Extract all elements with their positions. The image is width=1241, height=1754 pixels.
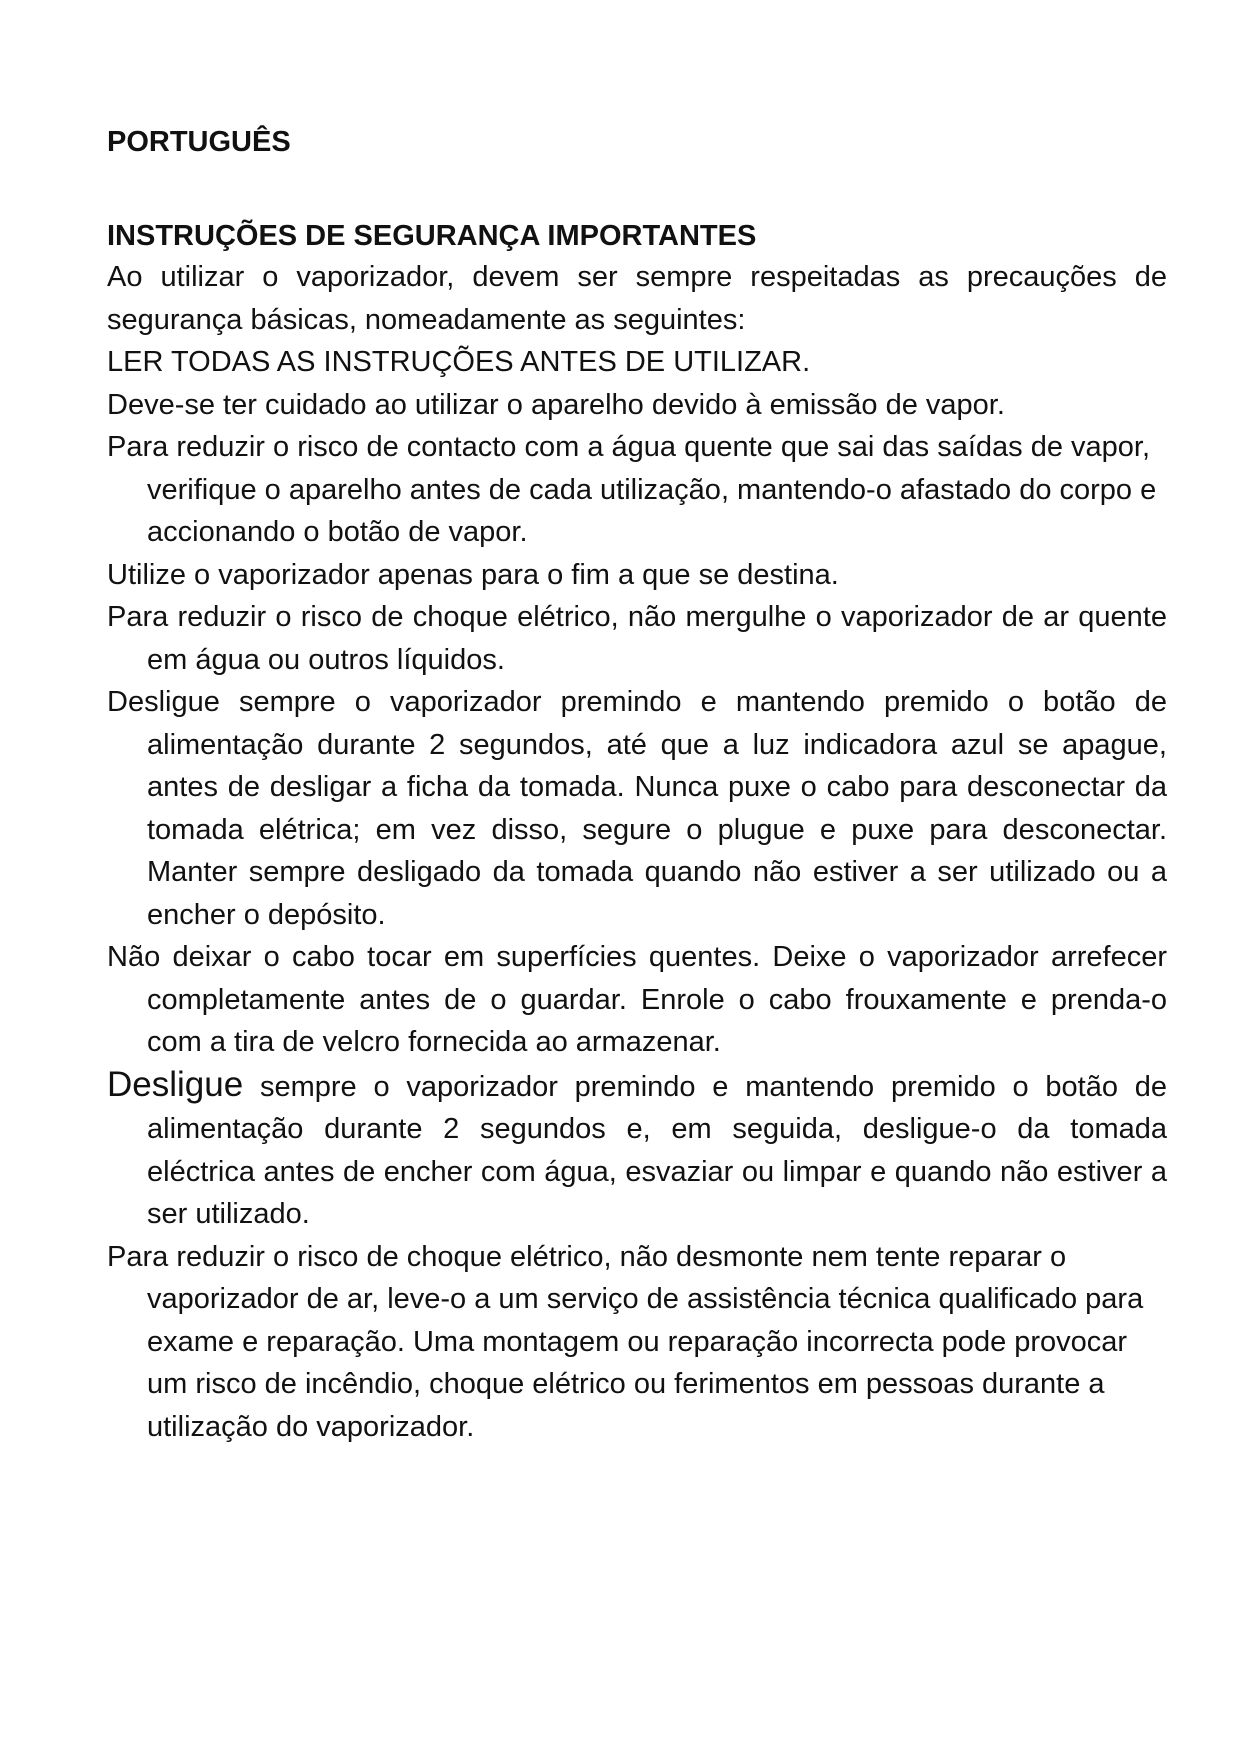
safety-item-cord-care: Não deixar o cabo tocar em superfícies quentes. Deixe o vaporizador arrefecer completamente antes de o guardar. Enrole o cabo frouxamente e prenda-o com a tira de velcro fornecida ao armazenar. <box>107 941 1167 1058</box>
safety-item-steam-emission: Deve-se ter cuidado ao utilizar o aparelho devido à emissão de vapor. <box>107 388 1005 421</box>
intro-paragraph: Ao utilizar o vaporizador, devem ser sempre respeitadas as precauções de segurança básicas, nomeadamente as seguintes: <box>107 261 1167 336</box>
document-page <box>107 122 1167 1448</box>
safety-item-intended-use: Utilize o vaporizador apenas para o fim a que se destina. <box>107 558 839 591</box>
item-rest-text: sempre o vaporizador premindo e mantendo premido o botão de alimentação durante 2 segundos e, em seguida, desligue-o da tomada eléctrica antes de encher com água, esvaziar ou limpar e quando não estiver a ser utilizado. <box>147 1070 1167 1230</box>
safety-item-no-immersion: Para reduzir o risco de choque elétrico, não mergulhe o vaporizador de ar quente em água ou outros líquidos. <box>107 601 1167 676</box>
safety-item-no-disassembly: Para reduzir o risco de choque elétrico, não desmonte nem tente reparar o vaporizador de ar, leve-o a um serviço de assistência técnica qualificado para exame e reparação. Uma montagem ou reparação incorrecta pode provocar um risco de incêndio, choque elétrico ou ferimentos em pessoas durante a utilização do vaporizador. <box>107 1240 1144 1443</box>
safety-item-switch-off-unplug: Desligue sempre o vaporizador premindo e mantendo premido o botão de alimentação durante 2 segundos, até que a luz indicadora azul se apague, antes de desligar a ficha da tomada. Nunca puxe o cabo para desconectar da tomada elétrica; em vez disso, segure o plugue e puxe para desconectar. Manter sempre desligado da tomada quando não estiver a ser utilizado ou a encher o depósito. <box>107 686 1167 931</box>
read-all-instructions-line: LER TODAS AS INSTRUÇÕES ANTES DE UTILIZAR. <box>107 346 811 378</box>
language-heading: PORTUGUÊS <box>107 126 291 158</box>
item-first-word: Desligue <box>107 1064 244 1104</box>
section-title: INSTRUÇÕES DE SEGURANÇA IMPORTANTES <box>107 220 757 252</box>
safety-item-unplug-before-filling <box>107 1064 1167 1236</box>
safety-item-hot-water-contact: Para reduzir o risco de contacto com a água quente que sai das saídas de vapor, verifique o aparelho antes de cada utilização, mantendo-o afastado do corpo e accionando o botão de vapor. <box>107 431 1157 548</box>
